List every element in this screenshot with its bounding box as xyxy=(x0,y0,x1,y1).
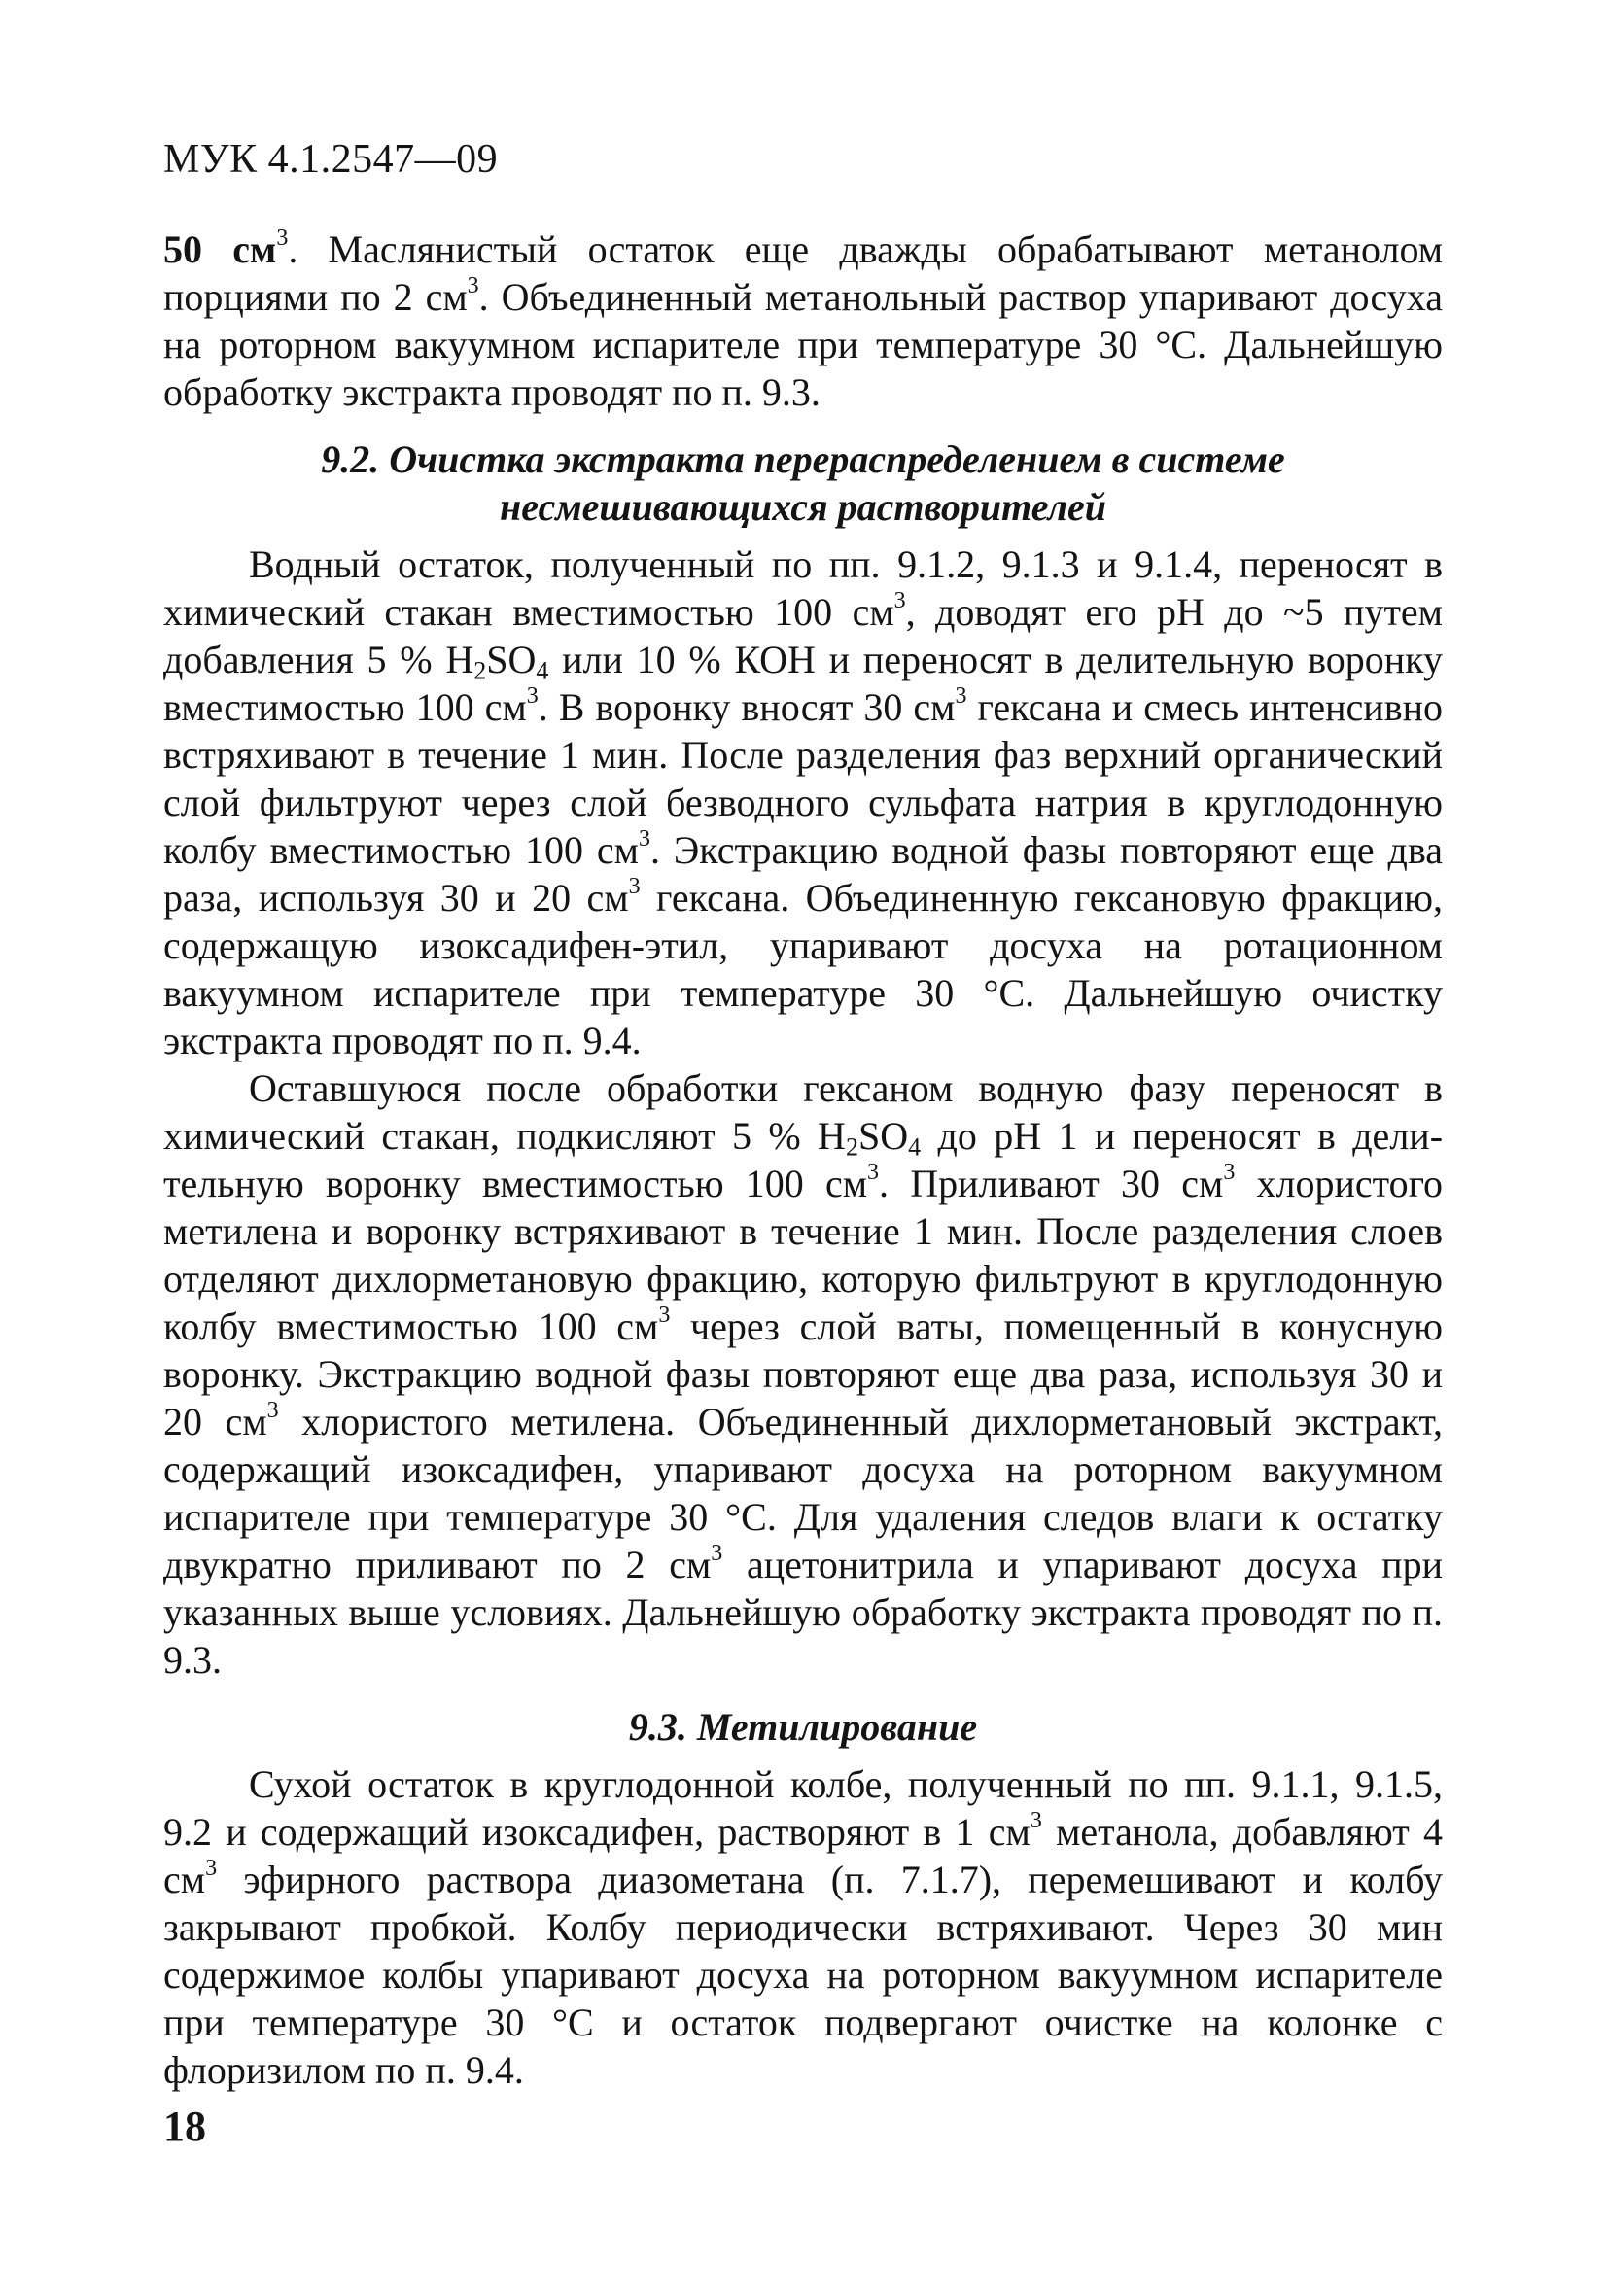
paragraph-9-2-2: Оставшуюся после обработки гексаном водную фазу переносят в химический стакан, подкисляют 5 % $H_2SO_4$ до рН 1 и переносят в делительную воронку вместимостью 100 $см^3$. Приливают 30 $см^3$ хлористого метилена и воронку встряхивают в течение 1 мин. После разделения слоев отделяют дихлорметановую фракцию, которую фильтруют в круглодонную колбу вместимостью 100 $см^3$ через слой ваты, помещенный в конусную воронку. Экстракцию водной фазы повторяют еще два раза, используя 30 и 20 $см^3$ хлористого метилена. Объединенный дихлорметановый экстракт, содержащий изоксадифен, упаривают досуха на роторном вакуумном испарителе при температуре 30 °С. Для удаления следов влаги к остатку двукратно приливают по 2 $см^3$ ацетонитрила и упаривают досуха при указанных выше условиях. Дальнейшую обработку экстракта проводят по п. 9.3. xyxy=(163,1066,1444,1682)
continuation-paragraph: 50 $см^3$. Маслянистый остаток еще дважды обрабатывают метанолом порциями по 2 $см^3$. Объединенный метанольный раствор упаривают досуха на роторном вакуумном испарителе при температуре 30 °С. Дальнейшую обработку экстракта проводят по п. 9.3. xyxy=(163,226,1444,414)
section-heading-9-3: 9.3. Метилирование xyxy=(628,1705,978,1749)
paragraph-9-2-1: Водный остаток, полученный по пп. 9.1.2, 9.1.3 и 9.1.4, переносят в химический стакан вместимостью 100 $см^3$, доводят его рН до ~5 путем добавления 5 % $H_2SO_4$ или 10 % КОН и переносят в делительную воронку вместимостью 100 $см^3$. В воронку вносят 30 $см^3$ гексана и смесь интенсивно встряхивают в течение 1 мин. После разделения фаз верхний органический слой фильтруют через слой безводного сульфата натрия в круглодонную колбу вместимостью 100 $см^3$. Экстракцию водной фазы повторяют еще два раза, используя 30 и 20 $см^3$ гексана. Объединенную гексановую фракцию, содержащую изоксадифен-этил, упаривают досуха на ротационном вакуумном испарителе при температуре 30 °С. Дальнейшую очистку экстракта проводят по п. 9.4. xyxy=(163,542,1444,1062)
page-number: 18 xyxy=(163,2103,206,2150)
document-code-header: МУК 4.1.2547—09 xyxy=(163,137,499,182)
section-heading-9-2: 9.2. Очистка экстракта перераспределением в системе несмешивающихся растворителей xyxy=(321,437,1285,529)
page-content xyxy=(163,226,1443,2094)
lead-volume: 50 см xyxy=(163,227,277,271)
paragraph-9-3-1: Сухой остаток в круглодонной колбе, полученный по пп. 9.1.1, 9.1.5, 9.2 и содержащий изоксадифен, растворяют в 1 $см^3$ метанола, добавляют 4 $см^3$ эфирного раствора диазометана (п. 7.1.7), перемешивают и колбу закрывают пробкой. Колбу периодически встряхивают. Через 30 мин содержимое колбы упаривают досуха на роторном вакуумном испарителе при температуре 30 °С и остаток подвергают очистке на колонке с флоризилом по п. 9.4. xyxy=(163,1762,1443,2092)
